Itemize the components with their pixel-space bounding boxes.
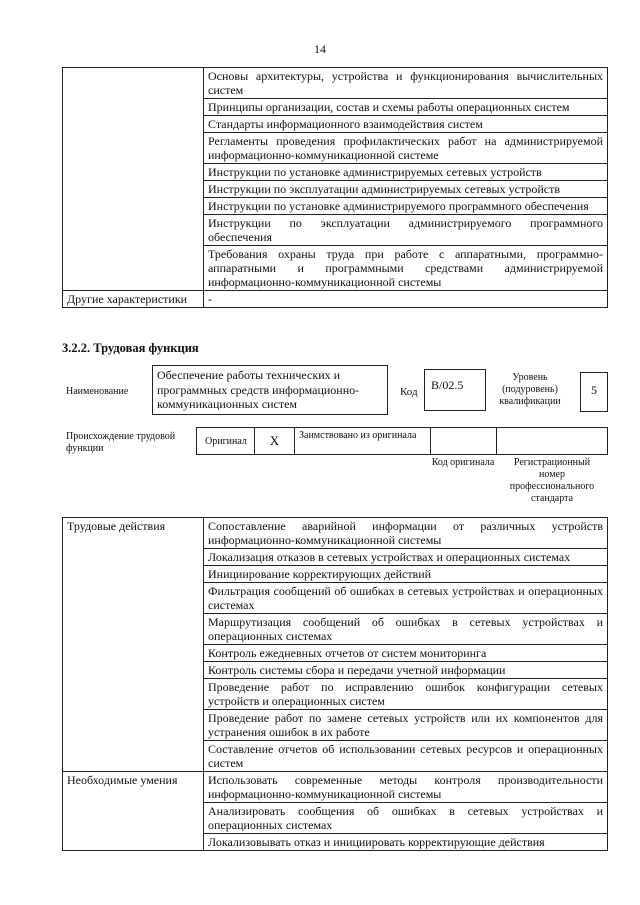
table-cell: Требования охраны труда при работе с аппаратными, программно-аппаратными и программными средствами администрируемой информационно-коммуникационной системы	[204, 246, 608, 291]
table-cell: Контроль ежедневных отчетов от систем мониторинга	[204, 645, 608, 662]
row-label-labor-actions: Трудовые действия	[63, 518, 204, 772]
table-cell: Основы архитектуры, устройства и функционирования вычислительных систем	[204, 68, 608, 99]
row-label-empty	[63, 68, 204, 291]
table-row	[63, 68, 608, 99]
code-caption: Код оригинала	[431, 457, 495, 468]
table-cell: Маршрутизация сообщений об ошибках в сетевых устройствах и операционных системах	[204, 614, 608, 645]
table-cell: Сопоставление аварийной информации от различных устройств информационно-коммуникационной системы	[204, 518, 608, 549]
origin-code-cell	[431, 428, 497, 454]
original-mark: X	[255, 428, 295, 454]
origin-row	[196, 427, 608, 455]
name-label: Наименование	[66, 386, 129, 397]
table-cell: Проведение работ по замене сетевых устройств или их компонентов для устранения ошибок в их работе	[204, 710, 608, 741]
table-cell: Принципы организации, состав и схемы работы операционных систем	[204, 99, 608, 116]
origin-label: Происхождение трудовой функции	[66, 431, 176, 454]
table-cell: Фильтрация сообщений об ошибках в сетевых устройствах и операционных системах	[204, 583, 608, 614]
code-label: Код	[400, 386, 418, 398]
table-cell: Стандарты информационного взаимодействия систем	[204, 116, 608, 133]
reg-caption: Регистрационный номер профессионального стандарта	[509, 457, 595, 504]
table-cell: Анализировать сообщения об ошибках в сетевых устройствах и операционных системах	[204, 803, 608, 834]
table-row	[63, 518, 608, 549]
table-cell: Составление отчетов об использовании сетевых ресурсов и операционных систем	[204, 741, 608, 772]
table-cell: Инициирование корректирующих действий	[204, 566, 608, 583]
function-name-box: Обеспечение работы технических и программных средств информационно-коммуникационных систем	[152, 365, 388, 415]
original-label: Оригинал	[197, 428, 255, 454]
qualification-level-box: 5	[580, 372, 608, 412]
row-label-other-characteristics: Другие характеристики	[63, 291, 204, 308]
function-code-box: B/02.5	[424, 369, 486, 411]
table-cell: Инструкции по установке администрируемых сетевых устройств	[204, 164, 608, 181]
table-cell: -	[204, 291, 608, 308]
knowledge-table	[62, 67, 608, 308]
table-cell: Инструкции по установке администрируемого программного обеспечения	[204, 198, 608, 215]
table-cell: Инструкции по эксплуатации администрируемых сетевых устройств	[204, 181, 608, 198]
table-cell: Инструкции по эксплуатации администрируемого программного обеспечения	[204, 215, 608, 246]
section-title: 3.2.2. Трудовая функция	[62, 341, 199, 355]
table-cell: Регламенты проведения профилактических работ на администрируемой информационно-коммуникационной системе	[204, 133, 608, 164]
table-cell: Проведение работ по исправлению ошибок конфигурации сетевых устройств и операционных систем	[204, 679, 608, 710]
labor-actions-table	[62, 517, 608, 851]
borrowed-label: Заимствовано из оригинала	[295, 428, 431, 454]
table-cell: Использовать современные методы контроля производительности информационно-коммуникационной системы	[204, 772, 608, 803]
table-cell: Локализовывать отказ и инициировать корректирующие действия	[204, 834, 608, 851]
table-row	[63, 291, 608, 308]
table-cell: Локализация отказов в сетевых устройствах и операционных системах	[204, 549, 608, 566]
level-label: Уровень (подуровень) квалификации	[499, 372, 561, 407]
page-number: 14	[314, 42, 326, 56]
reg-number-cell	[497, 428, 607, 454]
row-label-required-skills: Необходимые умения	[63, 772, 204, 851]
table-row	[63, 772, 608, 803]
table-cell: Контроль системы сбора и передачи учетной информации	[204, 662, 608, 679]
